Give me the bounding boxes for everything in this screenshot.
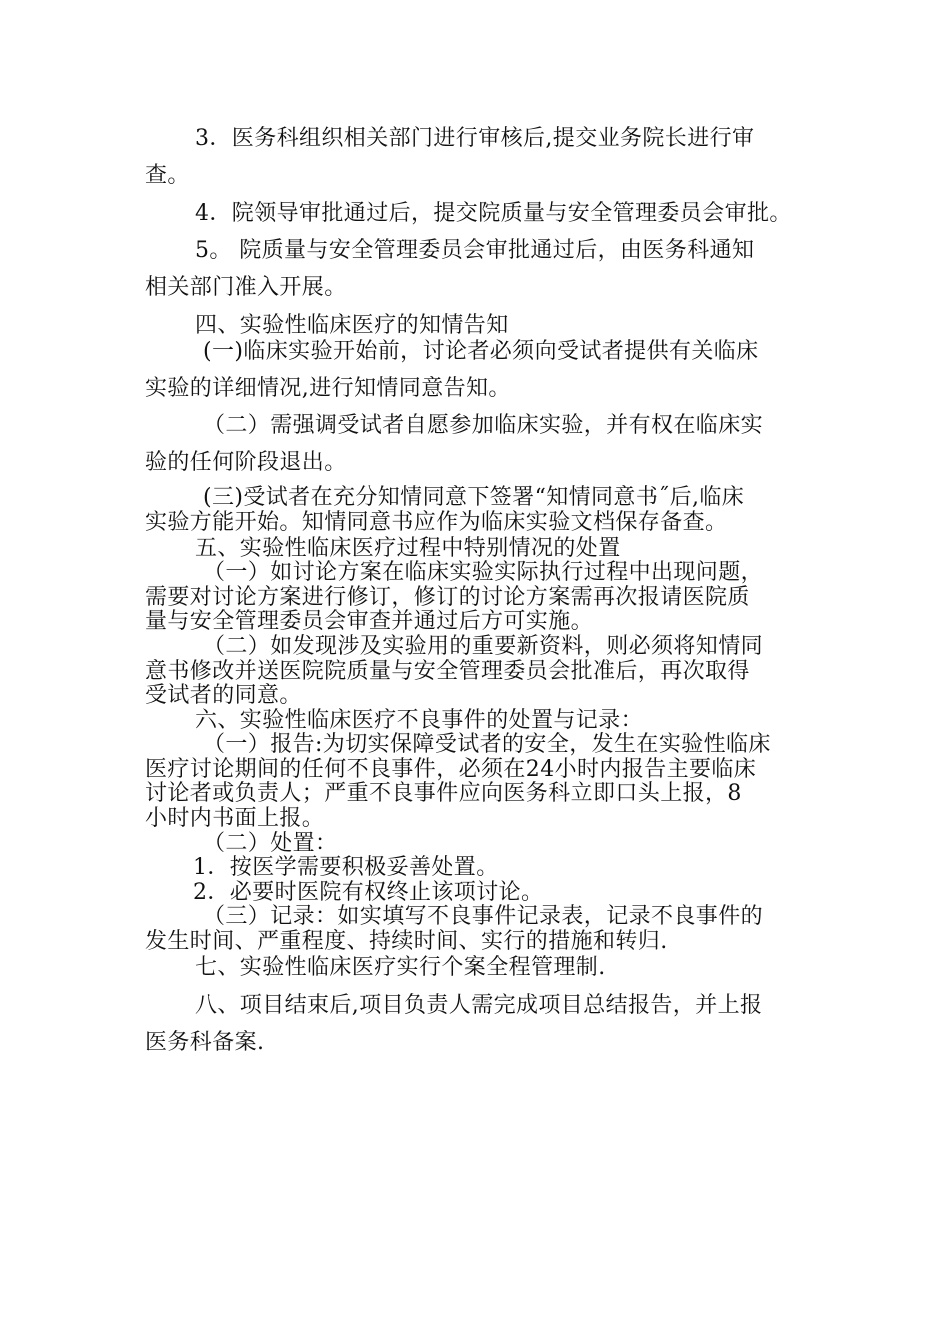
section-heading: 七、实验性临床医疗实行个案全程管理制. [195,955,606,980]
text-line: 需要对讨论方案进行修订，修订的讨论方案需再次报请医院质 [145,585,750,610]
text-line: 5。 院质量与安全管理委员会审批通过后，由医务科通知 [195,238,755,263]
text-line: 实验方能开始。知情同意书应作为临床实验文档保存备查。 [145,510,728,535]
text-line: 1．按医学需要积极妥善处置。 [193,855,499,880]
text-line: （一）报告:为切实保障受试者的安全，发生在实验性临床 [203,732,771,757]
text-line: 发生时间、严重程度、持续时间、实行的措施和转归. [145,929,668,954]
text-line: （三）记录：如实填写不良事件记录表，记录不良事件的 [203,904,764,929]
section-heading: 四、实验性临床医疗的知情告知 [195,313,509,338]
section-heading: 五、实验性临床医疗过程中特别情况的处置 [195,536,621,561]
text-line: 相关部门准入开展。 [145,275,347,300]
text-line: 小时内书面上报。 [145,806,325,831]
text-line: （一）如讨论方案在临床实验实际执行过程中出现问题， [203,560,764,585]
text-line: 受试者的同意。 [145,683,302,708]
text-line: 2．必要时医院有权终止该项讨论。 [193,880,544,905]
text-line: (一)临床实验开始前，讨论者必须向受试者提供有关临床 [203,339,759,364]
text-line: (三)受试者在充分知情同意下签署“知情同意书˝后,临床 [203,485,745,510]
text-line: （二）需强调受试者自愿参加临床实验，并有权在临床实 [203,413,764,438]
text-line: 验的任何阶段退出。 [145,450,347,475]
text-line: 量与安全管理委员会审查并通过后方可实施。 [145,609,594,634]
section-heading: 六、实验性临床医疗不良事件的处置与记录： [195,708,644,733]
text-line: 医务科备案. [145,1030,265,1055]
text-line: 3．医务科组织相关部门进行审核后,提交业务院长进行审 [195,126,755,151]
text-line: 八、项目结束后,项目负责人需完成项目总结报告，并上报 [195,993,763,1018]
text-line: 医疗讨论期间的任何不良事件，必须在24小时内报告主要临床 [145,757,757,782]
text-line: 讨论者或负责人；严重不良事件应向医务科立即口头上报，8 [145,781,742,806]
text-line: 意书修改并送医院院质量与安全管理委员会批准后，再次取得 [145,659,750,684]
text-line: 查。 [145,163,190,188]
text-line: （二）处置： [203,831,338,856]
text-line: 实验的详细情况,进行知情同意告知。 [145,376,511,401]
text-line: 4．院领导审批通过后，提交院质量与安全管理委员会审批。 [195,201,792,226]
text-line: （二）如发现涉及实验用的重要新资料，则必须将知情同 [203,634,764,659]
